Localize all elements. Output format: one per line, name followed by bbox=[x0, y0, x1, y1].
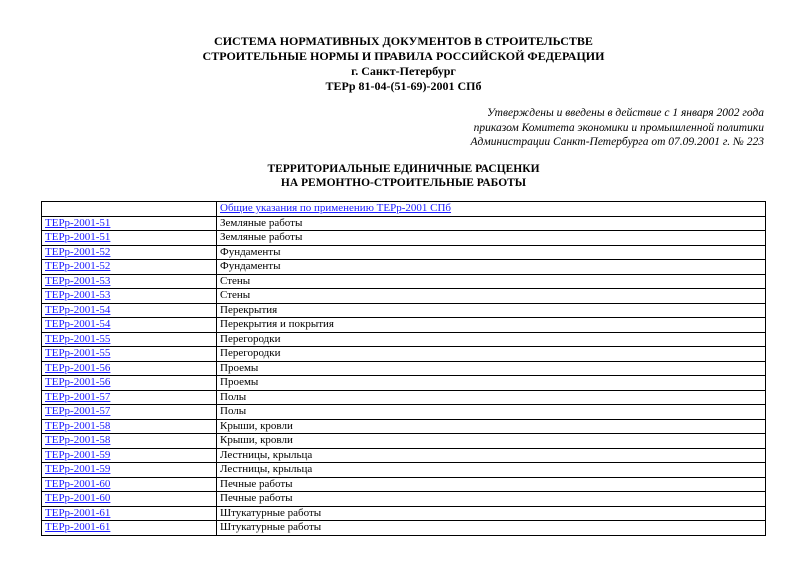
table-row bbox=[42, 318, 766, 333]
section-code-link[interactable]: ТЕРр-2001-56 bbox=[45, 376, 111, 389]
table-row bbox=[42, 419, 766, 434]
header-norms-title: СТРОИТЕЛЬНЫЕ НОРМЫ И ПРАВИЛА РОССИЙСКОЙ ФЕДЕРАЦИИ bbox=[202, 49, 605, 63]
section-code-link[interactable]: ТЕРр-2001-61 bbox=[45, 521, 111, 534]
section-code-link[interactable]: ТЕРр-2001-58 bbox=[45, 434, 111, 447]
title-cell bbox=[217, 274, 766, 289]
title-cell bbox=[217, 492, 766, 507]
code-cell bbox=[42, 260, 217, 275]
section-code-link[interactable]: ТЕРр-2001-59 bbox=[45, 463, 111, 476]
section-code-link[interactable]: ТЕРр-2001-55 bbox=[45, 347, 111, 360]
section-title-text: Земляные работы bbox=[220, 231, 303, 244]
title-cell bbox=[217, 506, 766, 521]
table-row bbox=[42, 289, 766, 304]
general-instructions-link[interactable]: Общие указания по применению ТЕРр-2001 СПб bbox=[220, 202, 452, 215]
title-cell bbox=[217, 419, 766, 434]
sections-table-body bbox=[42, 202, 766, 536]
section-title-text: Стены bbox=[220, 289, 251, 302]
code-cell bbox=[42, 318, 217, 333]
code-cell bbox=[42, 274, 217, 289]
section-code-link[interactable]: ТЕРр-2001-56 bbox=[45, 361, 111, 374]
section-title-line-1: ТЕРРИТОРИАЛЬНЫЕ ЕДИНИЧНЫЕ РАСЦЕНКИ bbox=[267, 163, 540, 175]
section-title-text: Лестницы, крыльца bbox=[220, 448, 313, 461]
table-row bbox=[42, 463, 766, 478]
title-cell bbox=[217, 390, 766, 405]
section-title-text: Штукатурные работы bbox=[220, 506, 322, 519]
table-row bbox=[42, 260, 766, 275]
section-code-link[interactable]: ТЕРр-2001-53 bbox=[45, 289, 111, 302]
section-code-link[interactable]: ТЕРр-2001-54 bbox=[45, 303, 111, 316]
header-system-title: СИСТЕМА НОРМАТИВНЫХ ДОКУМЕНТОВ В СТРОИТЕЛЬСТВЕ bbox=[214, 34, 593, 48]
approval-note bbox=[471, 106, 764, 150]
table-row bbox=[42, 477, 766, 492]
section-title-text: Земляные работы bbox=[220, 216, 303, 229]
table-row bbox=[42, 448, 766, 463]
section-title-text: Крыши, кровли bbox=[220, 419, 293, 432]
section-title-text: Печные работы bbox=[220, 477, 293, 490]
table-row bbox=[42, 405, 766, 420]
code-cell bbox=[42, 245, 217, 260]
code-cell bbox=[42, 332, 217, 347]
code-cell bbox=[42, 202, 217, 217]
title-cell bbox=[217, 477, 766, 492]
title-cell bbox=[217, 361, 766, 376]
title-cell bbox=[217, 376, 766, 391]
table-row bbox=[42, 347, 766, 362]
table-row bbox=[42, 245, 766, 260]
header-city: г. Санкт-Петербург bbox=[351, 64, 456, 78]
title-cell bbox=[217, 260, 766, 275]
code-cell bbox=[42, 492, 217, 507]
title-cell bbox=[217, 303, 766, 318]
section-title-text: Перегородки bbox=[220, 332, 281, 345]
approval-line-1: Утверждены и введены в действие с 1 января 2002 года bbox=[486, 107, 764, 119]
section-title-text: Стены bbox=[220, 274, 251, 287]
title-cell bbox=[217, 332, 766, 347]
section-title-text: Полы bbox=[220, 405, 247, 418]
section-title bbox=[0, 162, 807, 190]
title-cell bbox=[217, 289, 766, 304]
code-cell bbox=[42, 506, 217, 521]
title-cell bbox=[217, 463, 766, 478]
section-code-link[interactable]: ТЕРр-2001-55 bbox=[45, 332, 111, 345]
section-title-text: Полы bbox=[220, 390, 247, 403]
table-row bbox=[42, 390, 766, 405]
title-cell bbox=[217, 318, 766, 333]
title-cell bbox=[217, 216, 766, 231]
title-cell bbox=[217, 231, 766, 246]
title-cell bbox=[217, 245, 766, 260]
section-title-text: Проемы bbox=[220, 361, 259, 374]
table-row bbox=[42, 332, 766, 347]
code-cell bbox=[42, 448, 217, 463]
section-title-text: Проемы bbox=[220, 376, 259, 389]
code-cell bbox=[42, 216, 217, 231]
section-code-link[interactable]: ТЕРр-2001-58 bbox=[45, 419, 111, 432]
title-cell bbox=[217, 521, 766, 536]
table-row bbox=[42, 303, 766, 318]
section-code-link[interactable]: ТЕРр-2001-54 bbox=[45, 318, 111, 331]
code-cell bbox=[42, 231, 217, 246]
code-cell bbox=[42, 521, 217, 536]
sections-table bbox=[41, 201, 766, 536]
section-title-text: Лестницы, крыльца bbox=[220, 463, 313, 476]
section-title-text: Штукатурные работы bbox=[220, 521, 322, 534]
section-code-link[interactable]: ТЕРр-2001-59 bbox=[45, 448, 111, 461]
section-title-text: Фундаменты bbox=[220, 260, 281, 273]
section-code-link[interactable]: ТЕРр-2001-51 bbox=[45, 216, 111, 229]
table-row bbox=[42, 492, 766, 507]
title-cell bbox=[217, 405, 766, 420]
section-code-link[interactable]: ТЕРр-2001-52 bbox=[45, 245, 111, 258]
section-code-link[interactable]: ТЕРр-2001-57 bbox=[45, 390, 111, 403]
header-doc-code: ТЕРр 81-04-(51-69)-2001 СПб bbox=[325, 79, 482, 93]
code-cell bbox=[42, 347, 217, 362]
title-cell bbox=[217, 202, 766, 217]
table-row bbox=[42, 361, 766, 376]
section-code-link[interactable]: ТЕРр-2001-57 bbox=[45, 405, 111, 418]
table-row bbox=[42, 434, 766, 449]
document-header bbox=[0, 34, 807, 94]
section-code-link[interactable]: ТЕРр-2001-53 bbox=[45, 274, 111, 287]
table-row bbox=[42, 521, 766, 536]
code-cell bbox=[42, 405, 217, 420]
section-title-text: Фундаменты bbox=[220, 245, 281, 258]
section-title-text: Печные работы bbox=[220, 492, 293, 505]
table-row bbox=[42, 231, 766, 246]
table-row bbox=[42, 202, 766, 217]
code-cell bbox=[42, 303, 217, 318]
section-title-line-2: НА РЕМОНТНО-СТРОИТЕЛЬНЫЕ РАБОТЫ bbox=[280, 177, 527, 189]
section-code-link[interactable]: ТЕРр-2001-60 bbox=[45, 492, 111, 505]
section-title-text: Перекрытия и покрытия bbox=[220, 318, 334, 331]
table-row bbox=[42, 274, 766, 289]
section-code-link[interactable]: ТЕРр-2001-52 bbox=[45, 260, 111, 273]
code-cell bbox=[42, 419, 217, 434]
table-row bbox=[42, 506, 766, 521]
code-cell bbox=[42, 390, 217, 405]
title-cell bbox=[217, 448, 766, 463]
section-code-link[interactable]: ТЕРр-2001-60 bbox=[45, 477, 111, 490]
code-cell bbox=[42, 434, 217, 449]
table-row bbox=[42, 216, 766, 231]
code-cell bbox=[42, 289, 217, 304]
section-title-text: Крыши, кровли bbox=[220, 434, 293, 447]
table-row bbox=[42, 376, 766, 391]
title-cell bbox=[217, 434, 766, 449]
code-cell bbox=[42, 361, 217, 376]
section-title-text: Перекрытия bbox=[220, 303, 278, 316]
title-cell bbox=[217, 347, 766, 362]
section-title-text: Перегородки bbox=[220, 347, 281, 360]
code-cell bbox=[42, 463, 217, 478]
code-cell bbox=[42, 376, 217, 391]
code-cell bbox=[42, 477, 217, 492]
section-code-link[interactable]: ТЕРр-2001-51 bbox=[45, 231, 111, 244]
approval-line-3: Администрации Санкт-Петербурга от 07.09.2001 г. № 223 bbox=[470, 136, 764, 148]
approval-line-2: приказом Комитета экономики и промышленной политики bbox=[473, 121, 764, 134]
section-code-link[interactable]: ТЕРр-2001-61 bbox=[45, 506, 111, 519]
